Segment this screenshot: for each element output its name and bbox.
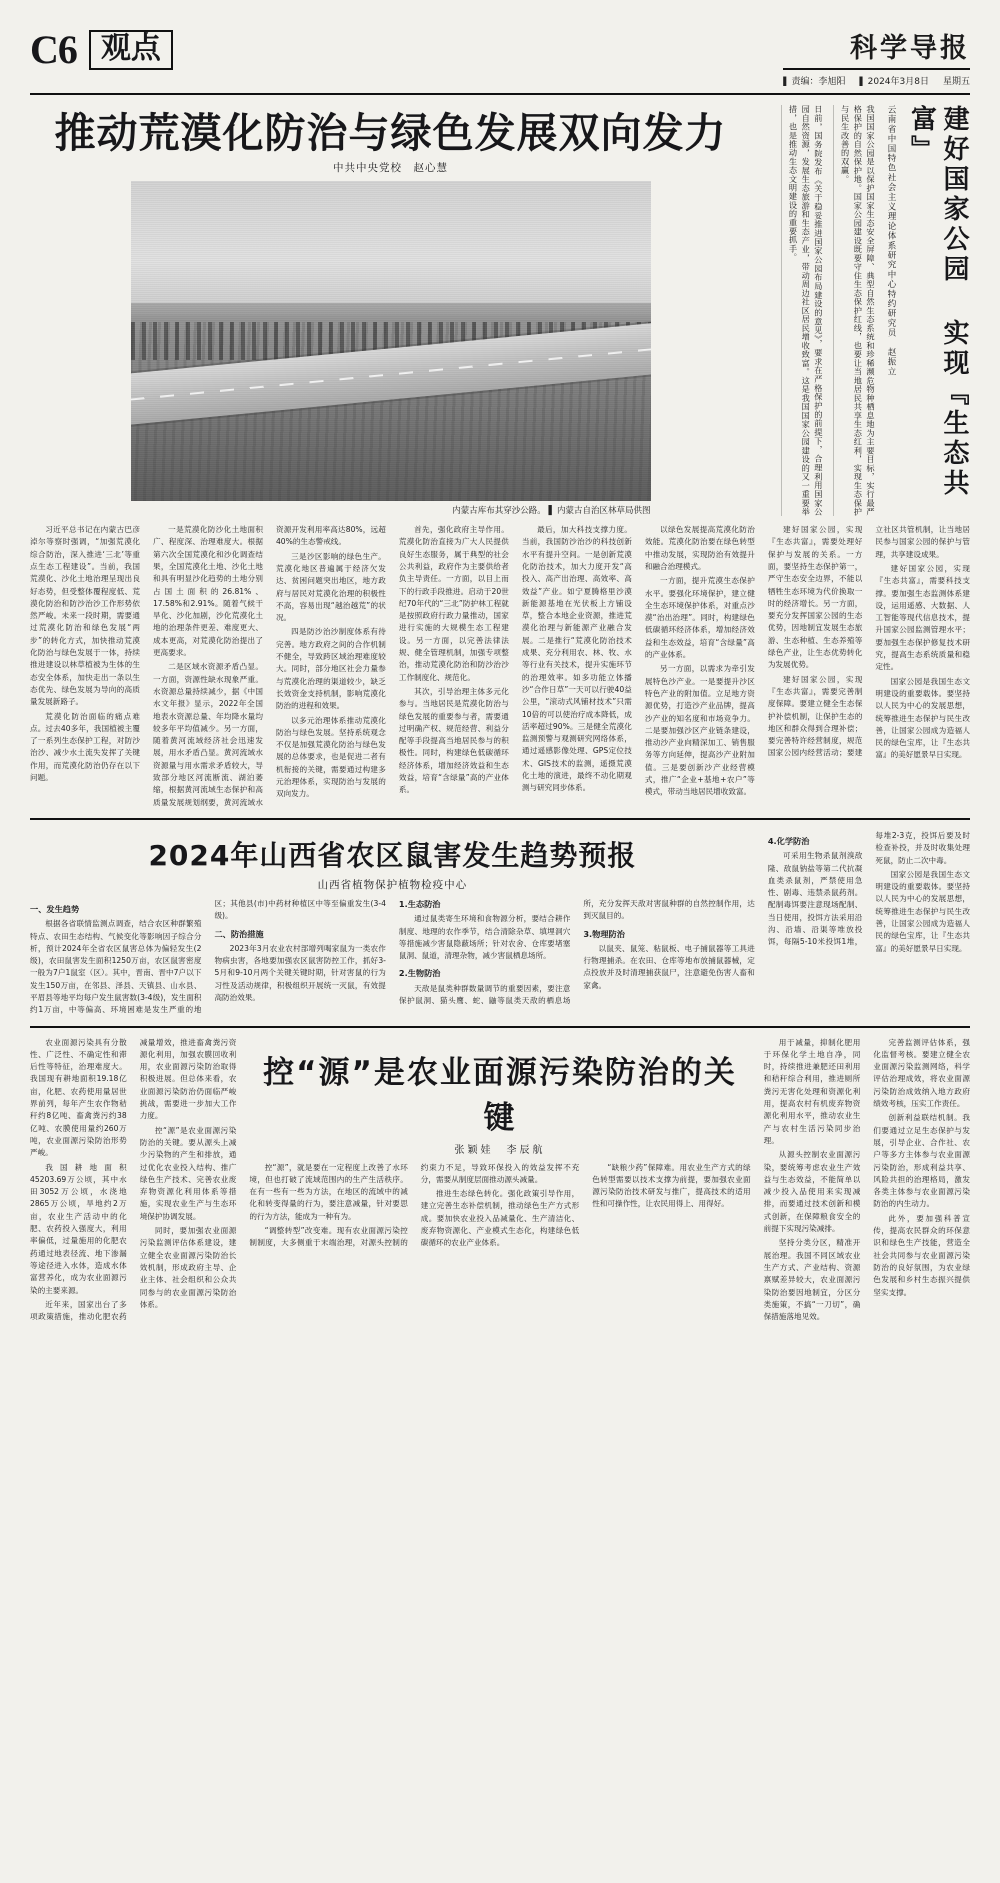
photo-grain-overlay <box>131 181 651 501</box>
masthead-rule <box>30 93 970 95</box>
paragraph: 最后，加大科技支撑力度。当前，我国防沙治沙的科技创新水平有提升空间。一是创新荒漠化防治技术，加大力度开发“高投入、高产出治理、高效率、高效益”产业。如宁夏腾格里沙漠新能源基地在光伏板上方铺设草，整合本地企业资源，推进荒漠化治理与新能源产业融合发展。二是推行“荒漠化防治技术成果、充分利用农、林、牧、水等行业有关技术，提升实施环节的治理效率。如多功能立体播沙“合作日草”一天可以行驶40益公里，“滚动式风铺材技术”只需10倍的可以使治疗成本降低，成活率超过90%。三是健全荒漠化监测预警与观测研究网络体系，通过遥感影像处理、GPS定位技术、GIS技术的监测，遥摄荒漠化土地的演进，最终不动化期观测与研究同步体系。 <box>521 525 632 793</box>
paragraph: 四是防沙治沙制度体系有待完善。地方政府之间的合作机制不健全，导致跨区域治理难度较大。同时，部分地区社会力量参与荒漠化治理的渠道较少，缺乏长效资金支持机制，影响荒漠化防治的进程和效果。 <box>275 627 386 711</box>
mid-article-columns <box>30 898 755 1017</box>
paragraph: 国家公园是我国生态文明建设的重要载体。要坚持以人民为中心的发展思想，统筹推进生态保护与民生改善，让国家公园成为造福人民的绿色宝库，让『生态共富』的美好愿景早日实现。 <box>875 869 970 953</box>
paragraph: 用于减量，抑制化肥用于环保化学土地自净，同时，持续推进兼肥还田利用和秸秆综合利用，推进厕所粪污无害化处理和资源化利用，提高农村有机废弃物资源化利用水平，推动农业生产与农村生活污染同步治理。 <box>763 1037 861 1145</box>
paragraph: 创新利益联结机制。我们要通过立足生态保护与发展，引导企业、合作社、农户等多方主体参与农业面源污染防治，形成利益共享、风险共担的治理格局，激发各类主体参与农业面源污染防治的内生动力。 <box>873 1113 970 1209</box>
paragraph: 二是区域水资源矛盾凸显。一方面，资源性缺水现象严重。水资源总量持续减少，据《中国水文年报》显示，2022年全国地表水资源总量、年均降水量均较多年平均值减少。另一方面，随着黄河流域经济社会迅速发展，用水矛盾凸显。黄河流域水资源量与用水需求矛盾较大，导致部分地区河流断流、湖泊萎缩，根据黄河流域生态保护和高质量发展规划纲要，黄河流域水资源开发利用率高达80%，远超40%的生态警戒线。 <box>152 525 386 807</box>
paragraph: 控“源”是农业面源污染防治的关键。要从源头上减少污染物的产生和排放，通过优化农业投入结构、推广绿色生产技术、完善农业废弃物资源化利用体系等措施，实现农业生产与生态环境保护协调发展。 <box>139 1125 237 1221</box>
mid-article-main <box>30 830 755 1017</box>
issue-date: ▌ 2024年3月8日 <box>859 74 929 87</box>
paragraph: 可采用生物杀鼠剂溴敌隆、敌鼠钠盐等第二代抗凝血类杀鼠剂，严禁使用急性、剧毒、违禁杀鼠药剂。配制毒饵要注意现场配制、当日使用，投饵方法采用沿沟、沿墙、沿渠等堆放投饵，每隔5-10米投饵1堆，每堆2-3克，投饵后要及时检查补投，并及时收集处理死鼠，防止二次中毒。 <box>767 830 970 947</box>
mid-section-heading: 3.物理防治 <box>583 928 625 939</box>
paragraph: 同时，要加强农业面源污染监测评估体系建设，建立健全农业面源污染防治长效机制，形成政府主导、企业主体、社会组织和公众共同参与的农业面源污染防治体系。 <box>139 1226 237 1309</box>
section-label: 观点 <box>89 30 173 70</box>
bottom-article <box>30 1037 970 1324</box>
editor-label: ▌ 责编：李旭阳 <box>783 74 845 87</box>
paragraph: 习近平总书记在内蒙古巴彦淖尔等察时强调，“加强荒漠化综合防治，深入推进‘三北’等重点生态工程建设”。当前，我国荒漠化、沙化土地治理呈现出良好态势，但受整体覆程度低、荒漠化防治和防沙治沙工作形势依然严峻。未来一段时期，需要通过荒漠化防治和绿色发展“两步”的转化方式，加快推动荒漠化防治与绿色发展于一体，持续推进建设以林草植被为生体的生态安全体系，加快走出一条以生态优先、绿色发展为导向的高质量发展新路子。 <box>30 525 140 707</box>
mid-section-heading: 二、防治措施 <box>214 928 264 939</box>
paragraph: 三是沙区影响的绿色生产。荒漠化地区普遍属于经济欠发达、贫困问题突出地区，地方政府与居民对荒漠化治理的积极性不高，容易出现“越治越荒”的状况。 <box>275 551 386 623</box>
masthead-left <box>30 26 173 73</box>
paragraph: 天敌是鼠类种群数量调节的重要因素，要注意保护鼠洞、猫头鹰、蛇、鼬等鼠类天敌的栖息场所，充分发挥天敌对害鼠种群的自然控制作用，达到灭鼠目的。 <box>398 898 755 1005</box>
paragraph: 其次，引导治理主体多元化参与。当地居民是荒漠化防治与绿色发展的重要参与者，需要通过明确产权、规范经营、利益分配等手段提高当地居民参与的积极性。同时，构建绿色低碳循环经济体系，增加经济效益和生态效益，培育“含绿量”高的产业体系。 <box>398 686 509 795</box>
side-article-byline: 云南省中国特色社会主义理论体系研究中心特约研究员 赵振立 <box>886 105 896 377</box>
paragraph: 建好国家公园，实现『生态共富』，需要完善制度保障。要建立健全生态保护补偿机制，让保护生态的地区和群众得到合理补偿；要完善特许经营制度，规范国家公园内经营活动；要建立社区共管机制，让当地居民参与国家公园的保护与管理，共享建设成果。 <box>767 525 970 758</box>
mid-article-title: 2024年山西省农区鼠害发生趋势预报 <box>148 838 637 872</box>
paragraph: 一方面，提升荒漠生态保护水平。要强化环境保护，建立健全生态环境保护体系，对重点沙漠“治出治理”。同时，构建绿色低碳循环经济体系，增加经济效益和生态效益，培育“含绿量”高的产业体系。 <box>644 576 755 660</box>
mid-section-heading: 2.生物防治 <box>398 968 441 979</box>
side-article-continuation <box>768 524 970 809</box>
paragraph: 通过鼠类寄生环境和食物源分析，要结合耕作制度、地理的农作季节，结合清除杂草、填埋洞穴等措施减少害鼠隐蔽场所；针对农舍、仓库要堵塞鼠洞、鼠道，清理杂物，减少害鼠栖息场所。 <box>398 914 571 961</box>
mid-article-byline: 山西省植物保护植物检疫中心 <box>317 878 468 891</box>
paragraph: 建好国家公园，实现『生态共富』，需要处理好保护与发展的关系。一方面，要坚持生态保护第一，严守生态安全边界，不能以牺牲生态环境为代价换取一时的经济增长。另一方面，要充分发挥国家公园的生态优势，因地制宜发展生态旅游、生态种植、生态养殖等绿色产业，让生态优势转化为发展优势。 <box>767 525 863 670</box>
paragraph: “缺粮少药”保障难。用农业生产方式的绿色转型需要以技术支撑为前提，要加强农业面源污染防治技术研发与推广，提高技术的适用性和可操作性，让农民用得上、用得好。 <box>592 1162 751 1209</box>
paragraph: 我国耕地面积45203.69万公顷，其中水田3052万公顷，水浇地2865万公顷，旱地约2万亩，农业生产活动中的化肥、农药投入强度大，利用率偏低，过量施用的化肥农药通过地表径流、地下渗漏等途径进入水体，造成水体富营养化，成为农业面源污染的主要来源。 <box>30 1162 127 1295</box>
masthead <box>30 26 970 87</box>
paragraph: 以多元治理体系推动荒漠化防治与绿色发展。坚持系统观念不仅是加强荒漠化防治与绿色发展的总体要求，也是促进二者有机衔接的关键，需要通过构建多元治理体系，实现防治与发展的双向发力。 <box>275 715 386 799</box>
paragraph: 以绿色发展提高荒漠化防治效能。荒漠化防治要在绿色转型中推动发展，实现防治有效提升和融合治理模式。 <box>644 525 755 571</box>
mid-article <box>30 830 970 1017</box>
paragraph: 2023年3月农业农村部增列喝家鼠为一类农作物病虫害，各地要加强农区鼠害防控工作，抓好3-5月和9-10月两个关键关键时期，针对害鼠的行为习性及活动规律，积极组织开展统一灭鼠，有效提高防治效果。 <box>214 943 386 1002</box>
photo-credit: ▌ 内蒙古自治区林草局供图 <box>548 506 650 516</box>
paragraph: 根据各省联情监测点调查，结合农区种群繁殖特点、农田生态结构、气候变化等影响因子综合分析，预计2024年全省农区鼠害总体为偏轻发生(2级)，农田鼠害发生面积1250万亩，农区鼠害密度一般为7户1鼠室（区）。其中，晋南、晋中7户以下发生150万亩，在邻县、泽县、天镇县、山水县、平眉县等地平均每户发生鼠害数(3-4级)，发生面积约1万亩，中等偏高、环境困难是发生严重的地区；其他县(市)中药材种植区中等至偏重发生(3-4级)。 <box>30 898 386 1015</box>
lead-body-columns <box>30 524 755 809</box>
paragraph: “调整转型”改变难。现有农业面源污染控制制度，大多侧重于末端治理，对源头控制的约束力不足，导致环保投入的效益发挥不充分，需要从制度层面推动源头减量。 <box>249 1162 580 1248</box>
side-article-body-2: 我国国家公园是以保护国家生态安全屏障、典型自然生态系统和珍稀濒危物种栖息地为主要目标，实行最严格保护的自然保护地。国家公园建设既要守住生态保护红线，也要让当地居民共享生态红利，实现生态保护与民生改善的双赢。 <box>833 105 877 516</box>
masthead-right <box>783 26 970 87</box>
bottom-right-columns <box>764 1037 970 1324</box>
bottom-right-column <box>764 1037 970 1324</box>
page-number: C6 <box>30 27 77 72</box>
mid-section-heading: 一、发生趋势 <box>30 903 80 914</box>
paragraph: 控“源”，就是要在一定程度上改善了水环境，但也打破了流域范围内的生产生活秩序。在有一些有一些为方法，在地区的流域中的减化和转变得量的行为，要注意减量，针对要思的行为方法，能成为一种有为。 <box>249 1162 408 1221</box>
photo-figure <box>131 181 651 516</box>
bottom-main-column <box>249 1037 750 1324</box>
bottom-main-columns <box>249 1162 750 1250</box>
side-article <box>765 105 970 516</box>
lead-byline: 中共中央党校 赵心慧 <box>333 162 448 175</box>
paragraph: 此外，要加强科普宣传，提高农民群众的环保意识和绿色生产技能，营造全社会共同参与农业面源污染防治的良好氛围，为农业绿色发展和乡村生态振兴提供坚实支撑。 <box>873 1213 970 1297</box>
paragraph: 从源头控制农业面源污染，要统筹考虑农业生产效益与生态效益，不能简单以减少投入品使用来实现减排，而要通过技术创新和模式创新，在保障粮食安全的前提下实现污染减排。 <box>763 1150 861 1234</box>
section-divider-1 <box>30 818 970 820</box>
paragraph: 国家公园是我国生态文明建设的重要载体。要坚持以人民为中心的发展思想，统筹推进生态保护与民生改善，让国家公园成为造福人民的绿色宝库，让『生态共富』的美好愿景早日实现。 <box>875 676 970 760</box>
photo-caption-text: 内蒙古库布其穿沙公路。 <box>452 506 546 517</box>
side-article-body-1: 日前，国务院发布《关于稳妥推进国家公园布局建设的意见》，要求在严格保护的前提下，合理利用国家公园自然资源，发展生态旅游和生态产业，带动周边社区居民增收致富。这是我国国家公园建设的又一重要举措，也是推动生态文明建设的重要抓手。 <box>781 105 825 516</box>
paragraph: 推进生态绿色转化。强化政策引导作用，建立完善生态补偿机制，推动绿色生产方式形成。要加快农业投入品减量化、生产清洁化、废弃物资源化、产业模式生态化，构建绿色低碳循环的农业产业体系。 <box>420 1189 580 1248</box>
paragraph: 近年来，国家出台了多项政策措施，推动化肥农药减量增效，推进畜禽粪污资源化利用，加强农膜回收利用，农业面源污染防治取得积极进展。但总体来看，农业面源污染防治仍面临严峻挑战，需要进一步加大工作力度。 <box>30 1037 237 1322</box>
section-divider-2 <box>30 1026 970 1028</box>
lead-main <box>30 105 751 516</box>
paragraph: 荒漠化防治面临的痛点难点。过去40多年，我国植被主覆了一系列生态保护工程，对防沙治沙、减少水土流失发挥了关键作用，而荒漠化防治仍存在以下问题。 <box>30 711 140 783</box>
issue-weekday: 星期五 <box>942 77 970 87</box>
side-article-title: 建好国家公园 实现『生态共富』 <box>906 105 969 499</box>
paragraph: 建好国家公园，实现『生态共富』，需要科技支撑。要加强生态监测体系建设，运用遥感、大数据、人工智能等现代信息技术，提升国家公园监测管理水平；要加强生态保护修复技术研究，提高生态系统质量和稳定性。 <box>875 563 970 672</box>
photo-caption <box>131 504 651 516</box>
bottom-left-column <box>30 1037 236 1324</box>
mid-section-heading: 4.化学防治 <box>767 835 810 846</box>
bottom-article-byline: 张颖娃 李辰航 <box>454 1144 546 1156</box>
masthead-meta <box>783 74 970 87</box>
side-article-columns <box>768 524 970 762</box>
page-title: 推动荒漠化防治与绿色发展双向发力 <box>54 109 727 157</box>
paragraph: 首先，强化政府主导作用。荒漠化防治直接为广大人民提供良好生态服务，属于典型的社会公共利益，政府作为主要供给者负主导责任。一方面，以目上而下的行政手段推进。启动于20世纪70年代的“三北”防护林工程就是按照政府行政力量推动，国家进行实施的大规模生态工程建设。另一方面，以完善法律法规、健全管理机制，加强专项整治，推动荒漠化防治和防沙治沙工作制度化、规范化。 <box>398 525 509 682</box>
bottom-left-columns <box>30 1037 236 1324</box>
mid-article-side-columns <box>768 830 970 955</box>
paragraph: 完善监测评估体系，强化监督考核。要建立健全农业面源污染监测网络，科学评估治理成效，将农业面源污染防治成效纳入地方政府绩效考核，压实工作责任。 <box>873 1037 970 1109</box>
paragraph: 以鼠夹、鼠笼、粘鼠板、电子捕鼠器等工具进行物理捕杀。在农田、仓库等地布放捕鼠器械，定点投放并及时清理捕获鼠尸，注意避免伤害人畜和家禽。 <box>583 943 755 990</box>
lead-article <box>30 105 970 516</box>
paper-logo: 科学导报 <box>783 26 970 70</box>
paragraph: 一是荒漠化防沙化土地面积广、程度深、治理难度大。根据第六次全国荒漠化和沙化调查结果，全国荒漠化土地、沙化土地和具有明显沙化趋势的土地分别占国土面积的26.81%、17.58%和2.91%。随着气候干旱化、沙化加剧，沙化荒漠化土地的治理条件更差、难度更大、成本更高，对荒漠化防治提出了更高要求。 <box>152 525 263 658</box>
photo-desert-highway <box>131 181 651 501</box>
paragraph: 另一方面，以需求为牵引发展特色沙产业。一是要提升沙区特色产业的附加值。立足地方资源优势，打造沙产业品牌，提高沙产业的知名度和市场竞争力。二是要加强沙区产业链条建设，推动沙产业向精深加工、销售服务等方向延伸，提高沙产业附加值。三是要创新沙产业经营模式，推广“企业+基地+农户”等模式，带动当地居民增收致富。 <box>644 664 755 797</box>
lead-body-block <box>30 524 970 809</box>
paragraph: 坚持分类分区，精准开展治理。我国不同区域农业生产方式、产业结构、资源禀赋差异较大，农业面源污染防治要因地制宜，分区分类施策，不搞“一刀切”，确保措施落地见效。 <box>763 1238 861 1322</box>
bottom-article-title: 控“源”是农业面源污染防治的关键 <box>263 1054 737 1136</box>
paragraph: 农业面源污染具有分散性、广泛性、不确定性和滞后性等特征，治理难度大。我国现有耕地面积19.18亿亩，化肥、农药使用量居世界前列，每年产生农作物秸秆约8亿吨、畜禽粪污约38亿吨、农膜使用量约260万吨，农业面源污染防治形势严峻。 <box>30 1037 127 1158</box>
mid-section-heading: 1.生态防治 <box>398 898 441 909</box>
mid-article-side <box>768 830 970 1017</box>
